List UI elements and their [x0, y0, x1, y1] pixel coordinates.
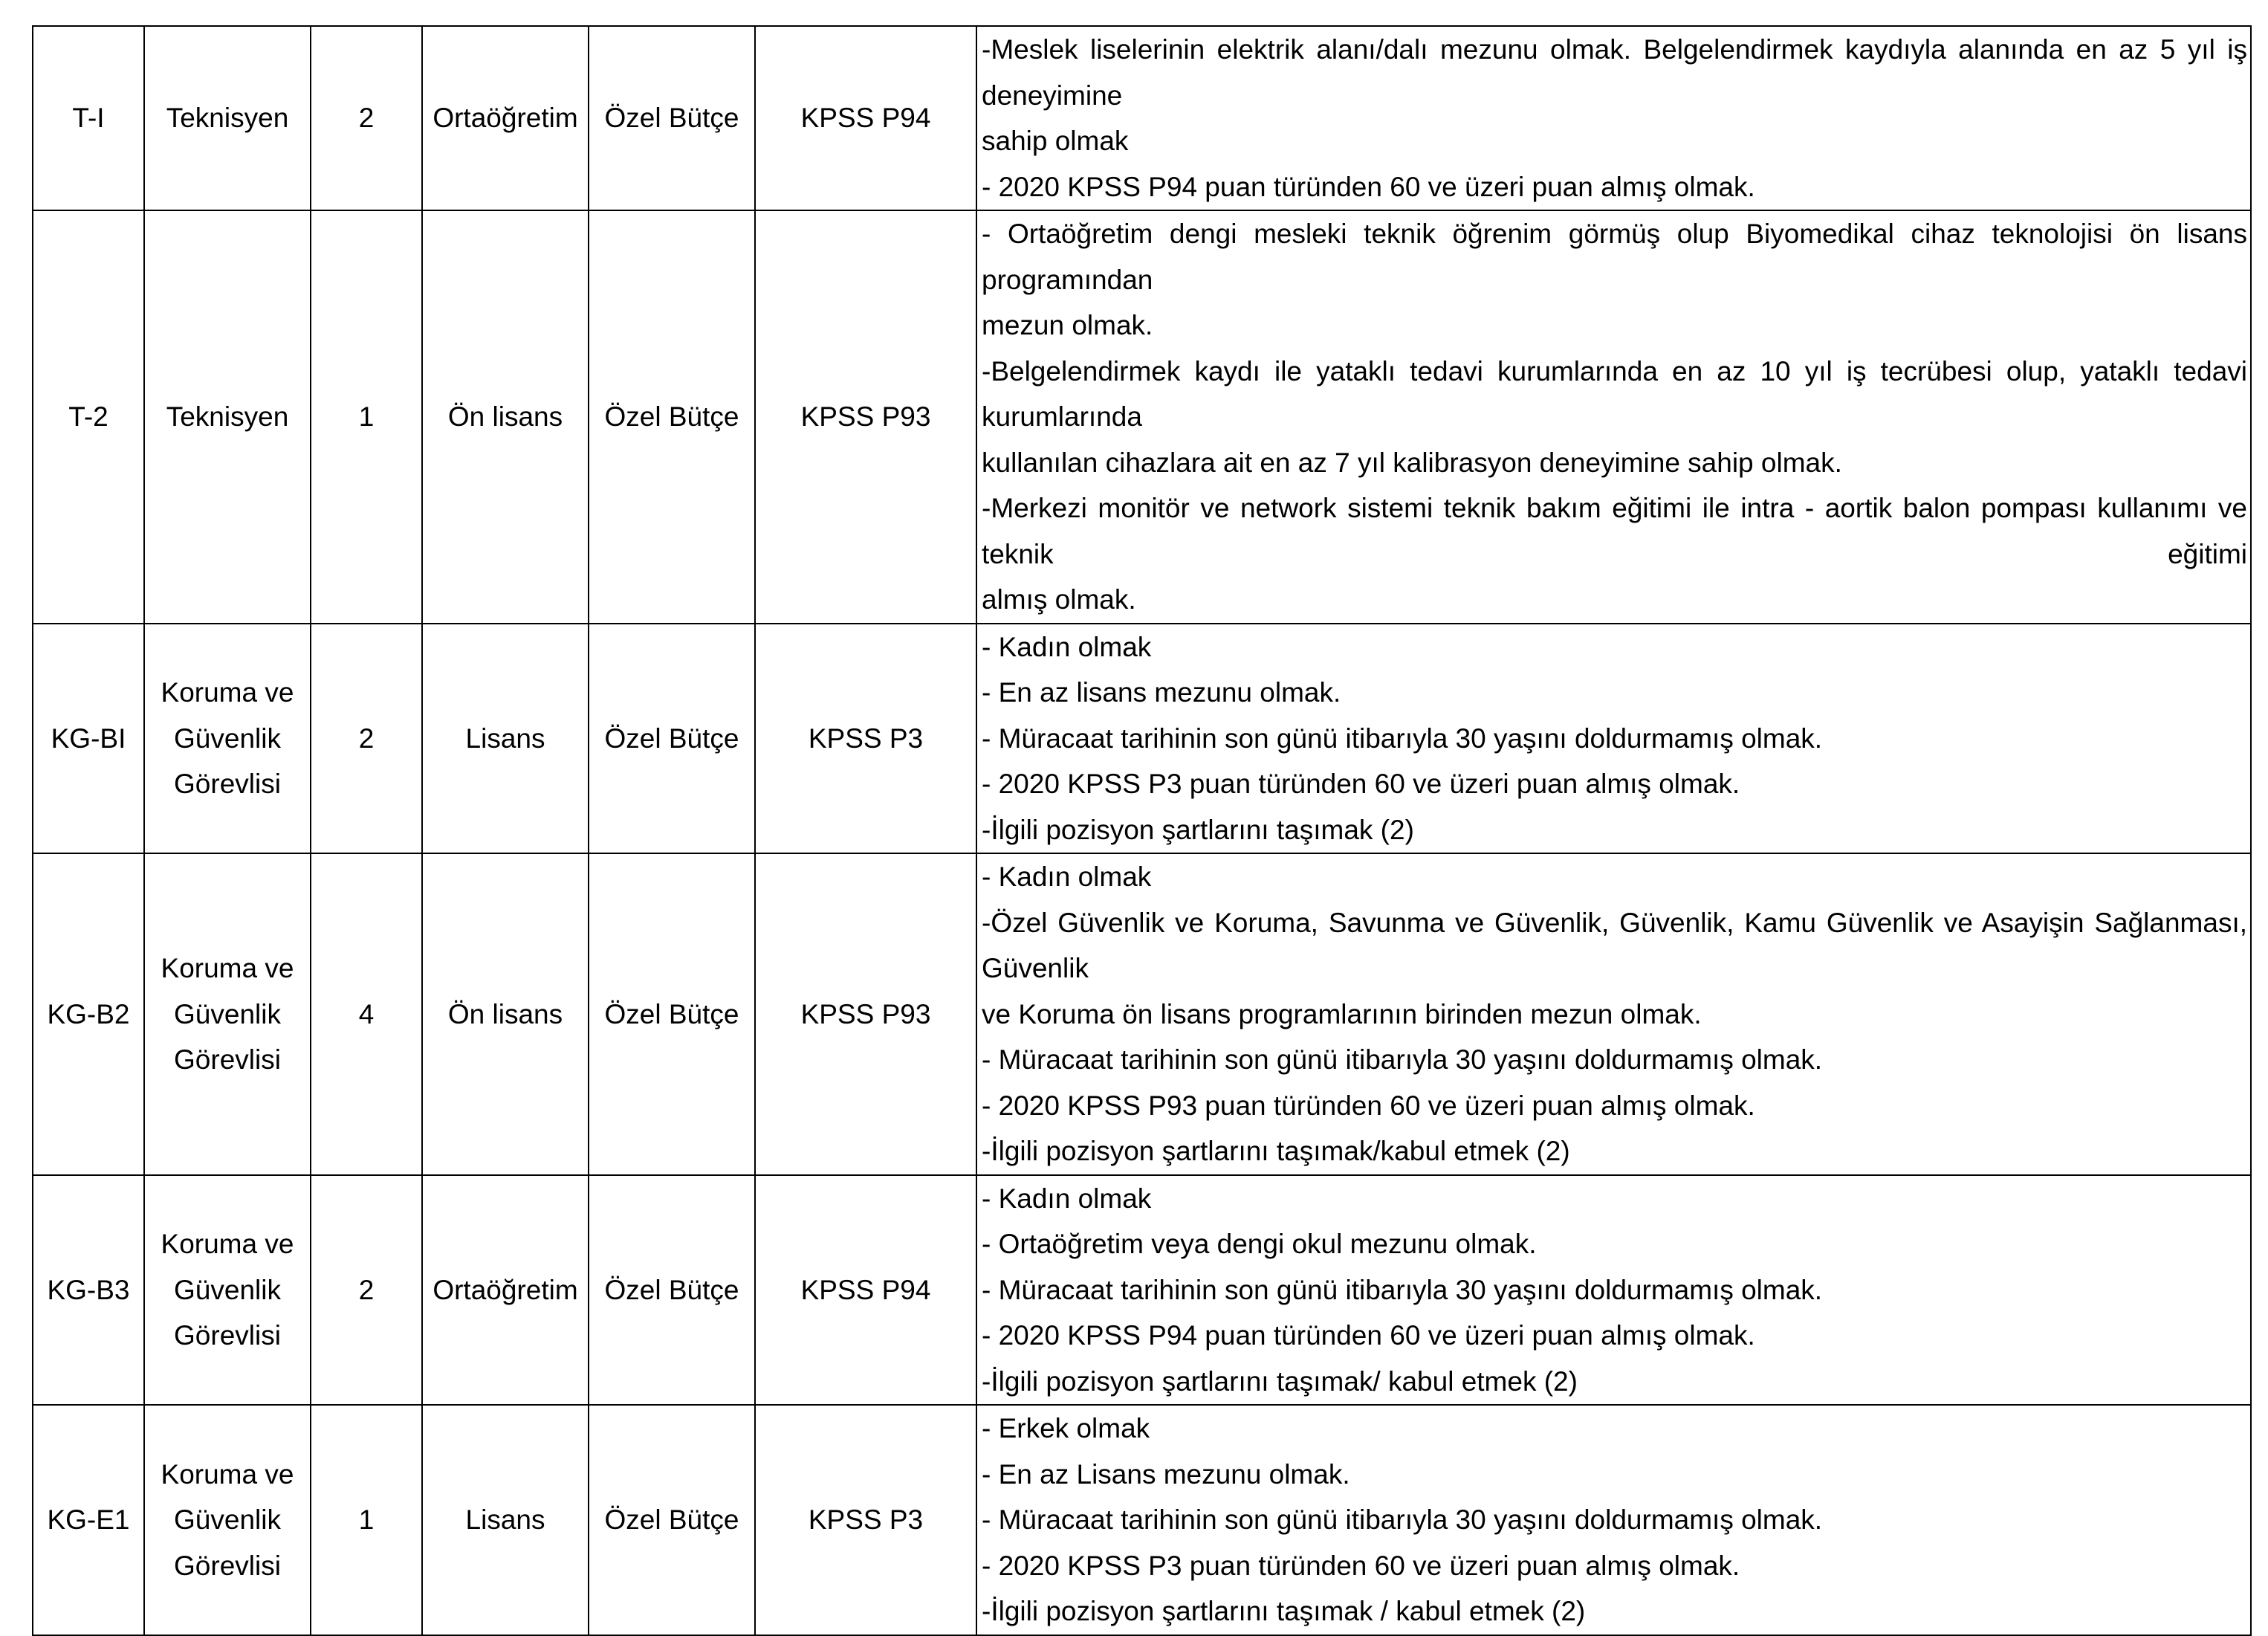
table-row	[33, 26, 2251, 210]
position-title-line: Görevlisi	[174, 769, 281, 799]
budget-type-cell	[589, 624, 755, 854]
position-code: T-2	[68, 401, 108, 432]
requirement-line: - 2020 KPSS P94 puan türünden 60 ve üzeri puan almış olmak.	[982, 171, 1755, 202]
table-row	[33, 1175, 2251, 1406]
requirement-line: -Meslek liselerinin elektrik alanı/dalı mezunu olmak. Belgelendirmek kaydıyla alanında en az 5 yıl iş deneyimine	[982, 34, 2247, 111]
position-count-cell	[311, 1405, 422, 1635]
budget-type-cell	[589, 1175, 755, 1406]
table-row	[33, 210, 2251, 624]
requirement-line: - En az lisans mezunu olmak.	[982, 677, 1341, 708]
position-code: KG-BI	[51, 722, 126, 754]
position-title-cell	[144, 624, 311, 854]
score-type: KPSS P93	[800, 401, 931, 432]
position-title-line: Koruma ve	[161, 677, 294, 708]
position-code: KG-E1	[47, 1504, 130, 1535]
position-count: 2	[358, 1274, 375, 1305]
position-code: KG-B2	[47, 998, 130, 1029]
score-type: KPSS P93	[800, 998, 931, 1029]
position-title-line: Güvenlik	[174, 722, 281, 754]
table-row	[33, 853, 2251, 1175]
position-code-cell	[33, 26, 144, 210]
position-title-cell	[144, 210, 311, 624]
position-title-cell	[144, 1405, 311, 1635]
education-level: Lisans	[465, 722, 545, 754]
budget-type: Özel Bütçe	[604, 1274, 739, 1305]
requirement-line: ve Koruma ön lisans programlarının birinden mezun olmak.	[982, 998, 1702, 1029]
requirement-line: -Merkezi monitör ve network sistemi teknik bakım eğitimi ile intra - aortik balon pompası kullanımı ve teknik eğitimi	[982, 493, 2247, 569]
budget-type-cell	[589, 853, 755, 1175]
position-code-cell	[33, 624, 144, 854]
score-type-cell	[755, 624, 976, 854]
position-title-cell	[144, 1175, 311, 1406]
education-level: Ortaöğretim	[432, 1274, 578, 1305]
position-count: 2	[358, 103, 375, 134]
table-row	[33, 1405, 2251, 1635]
score-type: KPSS P94	[800, 103, 931, 134]
position-code-cell	[33, 853, 144, 1175]
education-level: Lisans	[465, 1504, 545, 1535]
position-count: 2	[358, 722, 375, 754]
position-count: 1	[358, 1504, 375, 1535]
budget-type: Özel Bütçe	[604, 722, 739, 754]
position-title-line: Güvenlik	[174, 998, 281, 1029]
requirements-cell	[976, 1175, 2251, 1406]
requirement-line: - 2020 KPSS P94 puan türünden 60 ve üzeri puan almış olmak.	[982, 1320, 1755, 1351]
requirement-line: - 2020 KPSS P93 puan türünden 60 ve üzeri puan almış olmak.	[982, 1090, 1755, 1121]
score-type-cell	[755, 210, 976, 624]
requirements-cell	[976, 853, 2251, 1175]
position-count-cell	[311, 624, 422, 854]
position-code: KG-B3	[47, 1274, 130, 1305]
budget-type: Özel Bütçe	[604, 401, 739, 432]
budget-type-cell	[589, 210, 755, 624]
requirement-line: - Kadın olmak	[982, 861, 1152, 892]
position-code: T-I	[72, 103, 105, 134]
budget-type-cell	[589, 26, 755, 210]
positions-table	[32, 25, 2252, 1636]
requirements-cell	[976, 26, 2251, 210]
education-level: Ön lisans	[447, 401, 563, 432]
budget-type: Özel Bütçe	[604, 1504, 739, 1535]
position-code-cell	[33, 1405, 144, 1635]
position-count-cell	[311, 853, 422, 1175]
position-title-line: Görevlisi	[174, 1320, 281, 1351]
requirement-line: - Müracaat tarihinin son günü itibarıyla 30 yaşını doldurmamış olmak.	[982, 722, 1823, 754]
position-title-line: Güvenlik	[174, 1274, 281, 1305]
score-type: KPSS P94	[800, 1274, 931, 1305]
table-row	[33, 624, 2251, 854]
requirement-line: - Müracaat tarihinin son günü itibarıyla 30 yaşını doldurmamış olmak.	[982, 1274, 1823, 1305]
score-type-cell	[755, 26, 976, 210]
requirement-line: - Müracaat tarihinin son günü itibarıyla 30 yaşını doldurmamış olmak.	[982, 1504, 1823, 1535]
requirement-line: - Ortaöğretim veya dengi okul mezunu olmak.	[982, 1229, 1537, 1259]
requirement-line: - 2020 KPSS P3 puan türünden 60 ve üzeri puan almış olmak.	[982, 769, 1740, 799]
position-title-line: Teknisyen	[166, 103, 289, 134]
requirement-line: -Özel Güvenlik ve Koruma, Savunma ve Güvenlik, Güvenlik, Kamu Güvenlik ve Asayişin Sağlanması, Güvenlik	[982, 907, 2247, 983]
requirement-line: -İlgili pozisyon şartlarını taşımak/kabul etmek (2)	[982, 1136, 1570, 1166]
score-type: KPSS P3	[808, 1504, 924, 1535]
position-count-cell	[311, 1175, 422, 1406]
requirement-line: - Ortaöğretim dengi mesleki teknik öğrenim görmüş olup Biyomedikal cihaz teknolojisi ön lisans programından	[982, 219, 2247, 295]
score-type: KPSS P3	[808, 722, 924, 754]
score-type-cell	[755, 1405, 976, 1635]
budget-type: Özel Bütçe	[604, 103, 739, 134]
requirement-line: -Belgelendirmek kaydı ile yataklı tedavi kurumlarında en az 10 yıl iş tecrübesi olup, yataklı tedavi kurumlarında	[982, 355, 2247, 432]
requirement-line: - Müracaat tarihinin son günü itibarıyla 30 yaşını doldurmamış olmak.	[982, 1044, 1823, 1075]
budget-type-cell	[589, 1405, 755, 1635]
requirement-line: - Kadın olmak	[982, 1183, 1152, 1214]
education-level-cell	[422, 1405, 589, 1635]
education-level-cell	[422, 853, 589, 1175]
requirements-cell	[976, 210, 2251, 624]
budget-type: Özel Bütçe	[604, 998, 739, 1029]
score-type-cell	[755, 853, 976, 1175]
position-code-cell	[33, 1175, 144, 1406]
requirements-cell	[976, 1405, 2251, 1635]
position-title-line: Teknisyen	[166, 401, 289, 432]
requirement-line: - Erkek olmak	[982, 1413, 1150, 1443]
requirements-cell	[976, 624, 2251, 854]
requirement-line: sahip olmak	[982, 126, 1129, 156]
score-type-cell	[755, 1175, 976, 1406]
requirement-line: kullanılan cihazlara ait en az 7 yıl kalibrasyon deneyimine sahip olmak.	[982, 447, 1842, 478]
requirement-line: mezun olmak.	[982, 310, 1153, 340]
requirement-line: -İlgili pozisyon şartlarını taşımak (2)	[982, 814, 1414, 845]
education-level-cell	[422, 624, 589, 854]
position-title-line: Görevlisi	[174, 1044, 281, 1075]
position-title-line: Koruma ve	[161, 953, 294, 983]
position-title-line: Koruma ve	[161, 1229, 294, 1259]
education-level: Ön lisans	[447, 998, 563, 1029]
requirement-line: -İlgili pozisyon şartlarını taşımak/ kabul etmek (2)	[982, 1365, 1578, 1397]
position-count-cell	[311, 26, 422, 210]
education-level: Ortaöğretim	[432, 103, 578, 134]
position-count-cell	[311, 210, 422, 624]
requirement-line: - Kadın olmak	[982, 631, 1152, 662]
education-level-cell	[422, 26, 589, 210]
position-title-cell	[144, 853, 311, 1175]
requirement-line: almış olmak.	[982, 584, 1136, 615]
position-code-cell	[33, 210, 144, 624]
requirement-line: - En az Lisans mezunu olmak.	[982, 1458, 1350, 1490]
position-count: 4	[358, 998, 375, 1029]
requirement-line: -İlgili pozisyon şartlarını taşımak / kabul etmek (2)	[982, 1596, 1586, 1626]
position-count: 1	[358, 401, 375, 432]
position-title-cell	[144, 26, 311, 210]
requirement-line: - 2020 KPSS P3 puan türünden 60 ve üzeri puan almış olmak.	[982, 1550, 1740, 1581]
education-level-cell	[422, 1175, 589, 1406]
position-title-line: Güvenlik	[174, 1504, 281, 1535]
education-level-cell	[422, 210, 589, 624]
position-title-line: Görevlisi	[174, 1550, 281, 1581]
position-title-line: Koruma ve	[161, 1458, 294, 1490]
